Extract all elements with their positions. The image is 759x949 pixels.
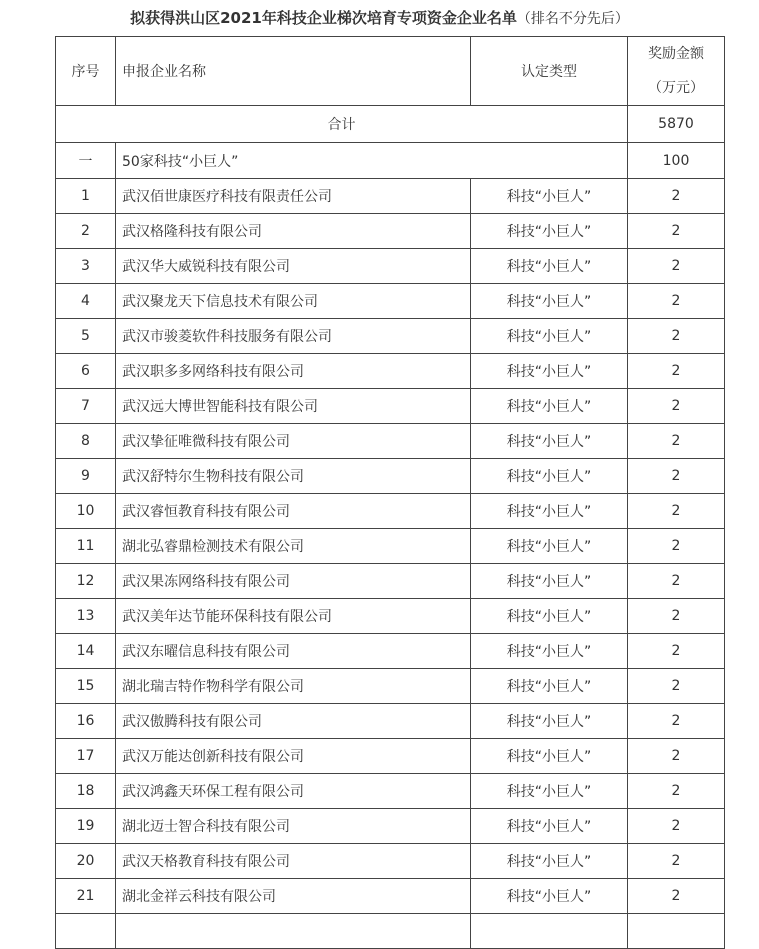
group-row <box>56 143 725 179</box>
row-amount: 2 <box>628 249 725 284</box>
row-seq: 17 <box>56 739 116 774</box>
row-seq: 19 <box>56 809 116 844</box>
title-main: 拟获得洪山区2021年科技企业梯次培育专项资金企业名单 <box>130 9 517 27</box>
row-seq: 4 <box>56 284 116 319</box>
row-type: 科技“小巨人” <box>471 634 628 669</box>
row-company: 武汉美年达节能环保科技有限公司 <box>116 599 471 634</box>
row-amount: 2 <box>628 564 725 599</box>
row-amount: 2 <box>628 459 725 494</box>
table-header-row <box>56 37 725 106</box>
row-seq: 14 <box>56 634 116 669</box>
row-type: 科技“小巨人” <box>471 179 628 214</box>
table-row <box>56 914 725 949</box>
table-row <box>56 214 725 249</box>
table-row <box>56 564 725 599</box>
row-type: 科技“小巨人” <box>471 249 628 284</box>
enterprise-list-table <box>55 36 725 949</box>
table-row <box>56 739 725 774</box>
table-row <box>56 844 725 879</box>
table-row <box>56 879 725 914</box>
row-amount: 2 <box>628 529 725 564</box>
row-seq <box>56 914 116 949</box>
row-company: 武汉万能达创新科技有限公司 <box>116 739 471 774</box>
table-row <box>56 459 725 494</box>
row-type: 科技“小巨人” <box>471 424 628 459</box>
row-type: 科技“小巨人” <box>471 879 628 914</box>
row-amount: 2 <box>628 774 725 809</box>
group-name: 50家科技“小巨人” <box>116 143 628 179</box>
row-company: 湖北金祥云科技有限公司 <box>116 879 471 914</box>
table-body <box>56 37 725 949</box>
row-amount: 2 <box>628 809 725 844</box>
row-company: 武汉挚征唯微科技有限公司 <box>116 424 471 459</box>
group-amount: 100 <box>628 143 725 179</box>
row-amount: 2 <box>628 634 725 669</box>
row-amount: 2 <box>628 599 725 634</box>
row-amount: 2 <box>628 844 725 879</box>
row-seq: 12 <box>56 564 116 599</box>
row-amount: 2 <box>628 494 725 529</box>
table-row <box>56 179 725 214</box>
header-company: 申报企业名称 <box>116 37 471 106</box>
row-amount: 2 <box>628 669 725 704</box>
row-amount: 2 <box>628 354 725 389</box>
row-type: 科技“小巨人” <box>471 459 628 494</box>
row-seq: 13 <box>56 599 116 634</box>
row-type <box>471 914 628 949</box>
row-seq: 16 <box>56 704 116 739</box>
row-seq: 18 <box>56 774 116 809</box>
row-company <box>116 914 471 949</box>
row-company: 武汉天格教育科技有限公司 <box>116 844 471 879</box>
row-company: 武汉市骏菱软件科技服务有限公司 <box>116 319 471 354</box>
row-seq: 6 <box>56 354 116 389</box>
table-row <box>56 634 725 669</box>
row-seq: 7 <box>56 389 116 424</box>
row-company: 武汉佰世康医疗科技有限责任公司 <box>116 179 471 214</box>
total-amount: 5870 <box>628 106 725 143</box>
header-award-line2: （万元） <box>648 80 704 96</box>
row-amount: 2 <box>628 424 725 459</box>
row-company: 湖北迈士智合科技有限公司 <box>116 809 471 844</box>
table-row <box>56 319 725 354</box>
row-type: 科技“小巨人” <box>471 774 628 809</box>
header-award <box>628 37 725 106</box>
group-seq: 一 <box>56 143 116 179</box>
row-type: 科技“小巨人” <box>471 599 628 634</box>
row-type: 科技“小巨人” <box>471 389 628 424</box>
document-title <box>0 0 759 36</box>
table-row <box>56 424 725 459</box>
row-company: 武汉舒特尔生物科技有限公司 <box>116 459 471 494</box>
row-type: 科技“小巨人” <box>471 739 628 774</box>
row-seq: 15 <box>56 669 116 704</box>
row-seq: 8 <box>56 424 116 459</box>
row-company: 武汉华大威锐科技有限公司 <box>116 249 471 284</box>
row-company: 武汉果冻网络科技有限公司 <box>116 564 471 599</box>
table-row <box>56 249 725 284</box>
row-company: 湖北弘睿鼎检测技术有限公司 <box>116 529 471 564</box>
row-amount: 2 <box>628 704 725 739</box>
row-company: 武汉睿恒教育科技有限公司 <box>116 494 471 529</box>
table-row <box>56 774 725 809</box>
row-amount: 2 <box>628 389 725 424</box>
row-amount: 2 <box>628 179 725 214</box>
row-type: 科技“小巨人” <box>471 494 628 529</box>
row-company: 武汉鸿鑫天环保工程有限公司 <box>116 774 471 809</box>
row-amount: 2 <box>628 319 725 354</box>
row-company: 湖北瑞吉特作物科学有限公司 <box>116 669 471 704</box>
row-amount: 2 <box>628 739 725 774</box>
header-type: 认定类型 <box>471 37 628 106</box>
header-seq: 序号 <box>56 37 116 106</box>
title-note: （排名不分先后） <box>516 11 629 27</box>
row-type: 科技“小巨人” <box>471 284 628 319</box>
row-seq: 1 <box>56 179 116 214</box>
row-amount: 2 <box>628 284 725 319</box>
row-type: 科技“小巨人” <box>471 564 628 599</box>
row-company: 武汉职多多网络科技有限公司 <box>116 354 471 389</box>
table-row <box>56 494 725 529</box>
table-row <box>56 284 725 319</box>
header-award-line1: 奖励金额 <box>648 46 704 62</box>
row-company: 武汉聚龙天下信息技术有限公司 <box>116 284 471 319</box>
row-seq: 3 <box>56 249 116 284</box>
table-row <box>56 809 725 844</box>
row-seq: 5 <box>56 319 116 354</box>
row-amount <box>628 914 725 949</box>
row-amount: 2 <box>628 214 725 249</box>
table-row <box>56 669 725 704</box>
row-seq: 2 <box>56 214 116 249</box>
table-row <box>56 529 725 564</box>
table-row <box>56 389 725 424</box>
total-label: 合计 <box>56 106 628 143</box>
row-amount: 2 <box>628 879 725 914</box>
row-type: 科技“小巨人” <box>471 529 628 564</box>
row-company: 武汉远大博世智能科技有限公司 <box>116 389 471 424</box>
row-seq: 9 <box>56 459 116 494</box>
row-type: 科技“小巨人” <box>471 809 628 844</box>
row-type: 科技“小巨人” <box>471 704 628 739</box>
row-seq: 11 <box>56 529 116 564</box>
table-row <box>56 354 725 389</box>
row-type: 科技“小巨人” <box>471 844 628 879</box>
row-company: 武汉东曜信息科技有限公司 <box>116 634 471 669</box>
row-company: 武汉格隆科技有限公司 <box>116 214 471 249</box>
row-seq: 20 <box>56 844 116 879</box>
row-type: 科技“小巨人” <box>471 319 628 354</box>
row-company: 武汉傲腾科技有限公司 <box>116 704 471 739</box>
total-row <box>56 106 725 143</box>
row-seq: 21 <box>56 879 116 914</box>
row-type: 科技“小巨人” <box>471 669 628 704</box>
row-seq: 10 <box>56 494 116 529</box>
row-type: 科技“小巨人” <box>471 214 628 249</box>
table-row <box>56 599 725 634</box>
table-row <box>56 704 725 739</box>
row-type: 科技“小巨人” <box>471 354 628 389</box>
